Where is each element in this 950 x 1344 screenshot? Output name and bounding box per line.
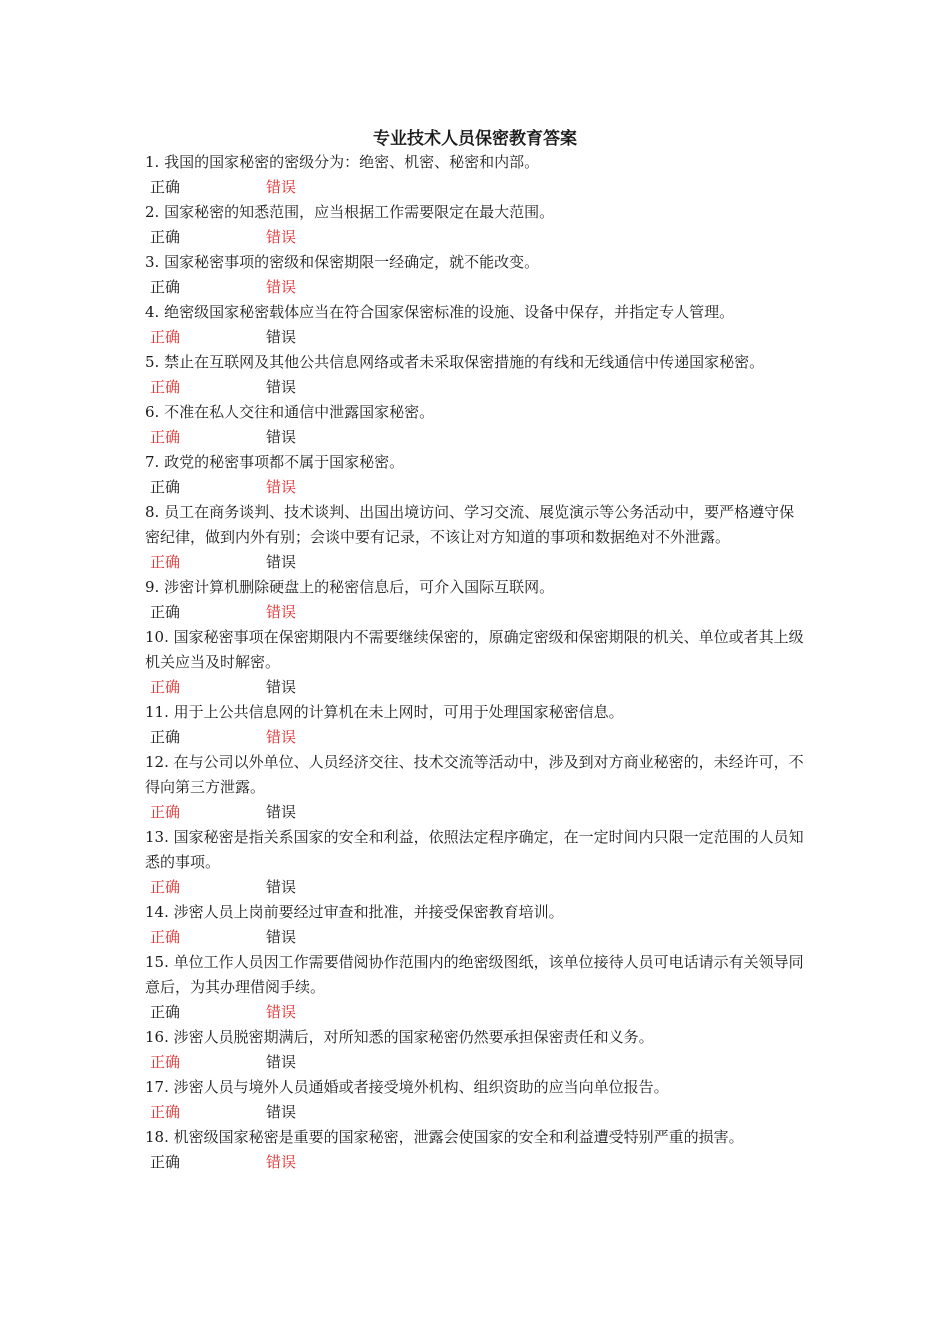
option-true: 正确 xyxy=(150,278,181,296)
question-text: 15. 单位工作人员因工作需要借阅协作范围内的绝密级图纸，该单位接待人员可电话请示有关领导同意后，为其办理借阅手续。 xyxy=(145,953,804,996)
answer-options xyxy=(145,425,807,450)
answer-options xyxy=(145,325,807,350)
answer-options xyxy=(145,600,807,625)
option-false: 错误 xyxy=(266,378,297,396)
option-false: 错误 xyxy=(266,728,297,746)
option-false: 错误 xyxy=(266,328,297,346)
question-text: 7. 政党的秘密事项都不属于国家秘密。 xyxy=(145,453,405,471)
question-text: 12. 在与公司以外单位、人员经济交往、技术交流等活动中，涉及到对方商业秘密的，未经许可，不得向第三方泄露。 xyxy=(145,753,804,796)
option-true: 正确 xyxy=(150,1153,181,1171)
option-false: 错误 xyxy=(266,678,297,696)
answer-options xyxy=(145,675,807,700)
option-false: 错误 xyxy=(266,928,297,946)
option-true: 正确 xyxy=(150,428,181,446)
question-text: 14. 涉密人员上岗前要经过审查和批准，并接受保密教育培训。 xyxy=(145,903,564,921)
option-true: 正确 xyxy=(150,1053,181,1071)
question-text: 18. 机密级国家秘密是重要的国家秘密，泄露会使国家的安全和利益遭受特别严重的损害。 xyxy=(145,1128,744,1146)
answer-options xyxy=(145,925,807,950)
question-text: 11. 用于上公共信息网的计算机在未上网时，可用于处理国家秘密信息。 xyxy=(145,703,624,721)
answer-options xyxy=(145,175,807,200)
answer-options xyxy=(145,1000,807,1025)
answer-options xyxy=(145,1050,807,1075)
option-false: 错误 xyxy=(266,178,297,196)
question-text: 13. 国家秘密是指关系国家的安全和利益，依照法定程序确定，在一定时间内只限一定范围的人员知悉的事项。 xyxy=(145,828,804,871)
option-false: 错误 xyxy=(266,803,297,821)
question-text: 9. 涉密计算机删除硬盘上的秘密信息后，可介入国际互联网。 xyxy=(145,578,555,596)
question-text: 8. 员工在商务谈判、技术谈判、出国出境访问、学习交流、展览演示等公务活动中，要严格遵守保密纪律，做到内外有别；会谈中要有记录，不该让对方知道的事项和数据绝对不外泄露。 xyxy=(145,503,795,546)
option-false: 错误 xyxy=(266,603,297,621)
option-true: 正确 xyxy=(150,378,181,396)
question-list xyxy=(145,150,807,1175)
option-false: 错误 xyxy=(266,553,297,571)
option-true: 正确 xyxy=(150,928,181,946)
option-true: 正确 xyxy=(150,803,181,821)
answer-options xyxy=(145,275,807,300)
option-false: 错误 xyxy=(266,878,297,896)
option-true: 正确 xyxy=(150,228,181,246)
option-true: 正确 xyxy=(150,178,181,196)
option-false: 错误 xyxy=(266,1053,297,1071)
option-true: 正确 xyxy=(150,1103,181,1121)
question-text: 3. 国家秘密事项的密级和保密期限一经确定，就不能改变。 xyxy=(145,253,540,271)
answer-options xyxy=(145,1100,807,1125)
option-true: 正确 xyxy=(150,878,181,896)
answer-options xyxy=(145,225,807,250)
question-text: 1. 我国的国家秘密的密级分为：绝密、机密、秘密和内部。 xyxy=(145,153,540,171)
question-text: 10. 国家秘密事项在保密期限内不需要继续保密的，原确定密级和保密期限的机关、单位或者其上级机关应当及时解密。 xyxy=(145,628,804,671)
option-true: 正确 xyxy=(150,603,181,621)
question-text: 17. 涉密人员与境外人员通婚或者接受境外机构、组织资助的应当向单位报告。 xyxy=(145,1078,669,1096)
option-true: 正确 xyxy=(150,1003,181,1021)
option-true: 正确 xyxy=(150,553,181,571)
option-true: 正确 xyxy=(150,478,181,496)
answer-options xyxy=(145,800,807,825)
option-false: 错误 xyxy=(266,228,297,246)
option-true: 正确 xyxy=(150,728,181,746)
option-false: 错误 xyxy=(266,478,297,496)
answer-options xyxy=(145,725,807,750)
option-false: 错误 xyxy=(266,278,297,296)
answer-options xyxy=(145,375,807,400)
question-text: 5. 禁止在互联网及其他公共信息网络或者未采取保密措施的有线和无线通信中传递国家秘密。 xyxy=(145,353,765,371)
option-false: 错误 xyxy=(266,1103,297,1121)
option-true: 正确 xyxy=(150,678,181,696)
question-text: 16. 涉密人员脱密期满后，对所知悉的国家秘密仍然要承担保密责任和义务。 xyxy=(145,1028,654,1046)
answer-options xyxy=(145,550,807,575)
answer-options xyxy=(145,1150,807,1175)
option-false: 错误 xyxy=(266,428,297,446)
question-text: 6. 不准在私人交往和通信中泄露国家秘密。 xyxy=(145,403,435,421)
question-text: 2. 国家秘密的知悉范围，应当根据工作需要限定在最大范围。 xyxy=(145,203,555,221)
option-false: 错误 xyxy=(266,1003,297,1021)
answer-options xyxy=(145,475,807,500)
question-text: 4. 绝密级国家秘密载体应当在符合国家保密标准的设施、设备中保存，并指定专人管理。 xyxy=(145,303,735,321)
option-true: 正确 xyxy=(150,328,181,346)
document-title: 专业技术人员保密教育答案 xyxy=(373,129,577,149)
option-false: 错误 xyxy=(266,1153,297,1171)
answer-options xyxy=(145,875,807,900)
